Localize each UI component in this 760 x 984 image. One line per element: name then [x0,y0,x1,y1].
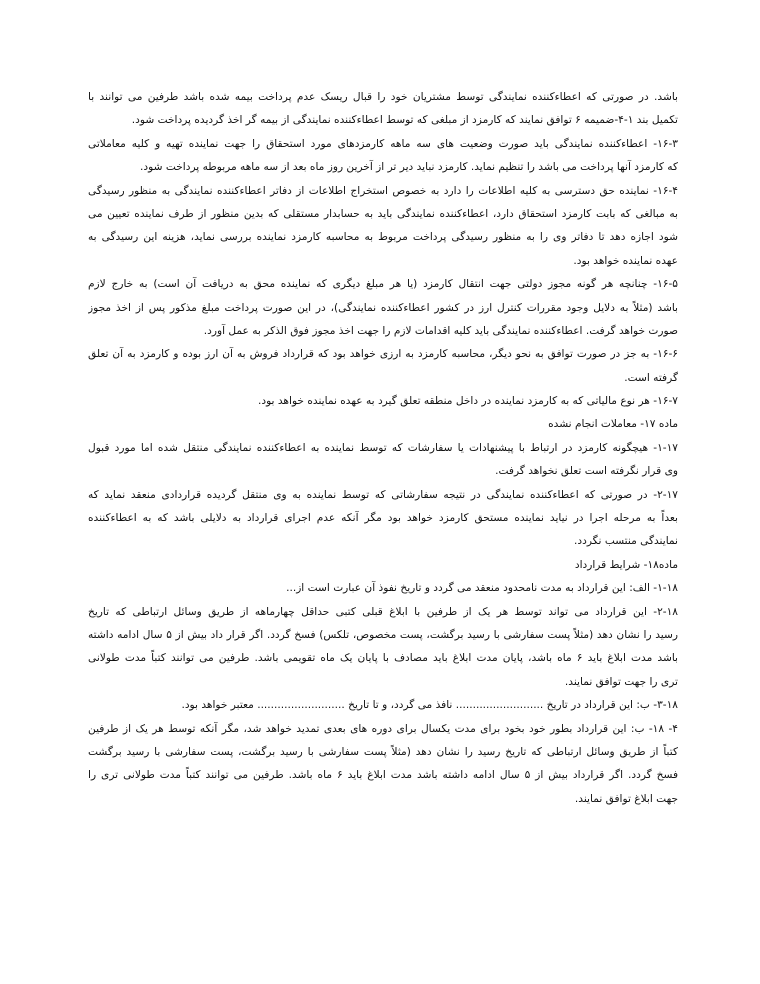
text-line: ۴- ۱۸- ب: این قرارداد بطور خود بخود برای مدت یکسال برای دوره های بعدی تمدید خواهد شد، مگر آنکه توسط هر یک از طرفین [88,722,678,735]
text-line: تری را جهت توافق نمایند. [564,675,678,688]
text-line: باشد مدت ابلاغ باید ۶ ماه باشد، پایان مدت ابلاغ باید مصادف با پایان یک ماه تقویمی باشد. طرفین می توانند کتباً مدت طولانی [88,652,678,665]
text-line: نمایندگی منتسب نگردد. [574,535,678,548]
text-line: کتباً از طریق وسائل ارتباطی که تاریخ رسید را نشان دهد (مثلاً پست سفارشی با رسید برگشت، پست سفارشی با رسید برگشت [88,745,678,758]
text-line: شود اجازه دهد تا دفاتر وی را به منظور رسیدگی پرداخت مربوط به محاسبه کارمزد نماینده بررسی نماید، هزینه این رسیدگی به [88,231,678,244]
text-line: عهده نماینده خواهد بود. [573,254,678,267]
text-line: گرفته است. [624,371,678,384]
text-line: صورت خواهد گرفت. اعطاءکننده نمایندگی باید کلیه اقدامات لازم را جهت اخذ مجوز فوق الذکر به عمل آورد. [203,324,678,337]
text-line: ۱۶-۳- اعطاءکننده نمایندگی باید صورت وضعیت های سه ماهه کارمزدهای مورد استحقاق را جهت نماینده تهیه و کلیه معاملاتی [88,137,678,150]
text-line: وی قرار نگرفته است تعلق نخواهد گرفت. [495,465,678,478]
text-line: ماده۱۸- شرایط قرارداد [574,558,678,571]
text-line: تکمیل بند ۱-۴-ضمیمه ۶ توافق نمایند که کارمزد از مبلغی که توسط اعطاءکننده نمایندگی از بیمه گر اخذ گردیده پرداخت شود. [131,114,678,127]
text-line: باشد. در صورتی که اعطاءکننده نمایندگی توسط مشتریان خود را قبال ریسک عدم پرداخت بیمه شده باشد طرفین می توانند با [88,91,678,103]
text-line: ماده ۱۷- معاملات انجام نشده [548,418,678,431]
text-line: جهت ابلاغ توافق نمایند. [574,792,678,805]
text-line: ۱۶-۵- چنانچه هر گونه مجوز دولتی جهت انتقال کارمزد (یا هر مبلغ دیگری که نماینده محق به دریافت آن است) به خارج لازم [88,278,678,291]
document-body [88,86,678,811]
text-line: که کارمزد آنها پرداخت می باشد را تنظیم نماید. کارمزد نباید دیر تر از آخرین روز ماه بعد از سه ماهه مربوطه پرداخت شود. [140,161,678,174]
text-line: ۱۶-۶- به جز در صورت توافق به نحو دیگر، محاسبه کارمزد به ارزی خواهد بود که قرارداد فروش به آن ارز بوده و کارمزد به آن تعلق [88,348,678,361]
text-line: به مبالغی که بابت کارمزد استحقاق دارد، اعطاءکننده نمایندگی باید به حسابدار مستقلی که بدین منظور از طرف نماینده تعیین می [88,207,678,220]
text-line: ۱-۱۷- هیچگونه کارمزد در ارتباط با پیشنهادات یا سفارشات که توسط نماینده به اعطاءکننده نمایندگی منتقل شده اما مورد قبول [88,441,678,454]
text-line: باشد (مثلاً به دلایل وجود مقررات کنترل ارز در کشور اعطاءکننده نمایندگی)، در این صورت پرداخت مبلغ مذکور پس از اخذ مجوز [88,301,678,314]
text-line: ۲-۱۷- در صورتی که اعطاءکننده نمایندگی در نتیجه سفارشاتی که توسط نماینده به وی منتقل گردیده قراردادی منعقد نماید که [88,488,678,501]
text-line: ۱-۱۸- الف: این قرارداد به مدت نامحدود منعقد می گردد و تاریخ نفوذ آن عبارت است از... [286,582,678,595]
text-line: فسخ گردد. اگر قرارداد بیش از ۵ سال ادامه داشته باشد مدت ابلاغ باید ۶ ماه باشد. طرفین می توانند کتباً مدت طولانی تری را [88,769,678,782]
text-line: رسید را نشان دهد (مثلاً پست سفارشی با رسید برگشت، پست مخصوص، تلکس) فسخ گردد. اگر قرار داد بیش از ۵ سال ادامه داشته [88,628,678,641]
text-line: ۱۶-۴- نماینده حق دسترسی به کلیه اطلاعات را دارد به خصوص استخراج اطلاعات از دفاتر اعطاءکننده نمایندگی به منظور رسیدگی [88,184,678,197]
text-line: ۳-۱۸- ب: این قرارداد در تاریخ .......................... نافذ می گردد، و تا تاریخ .......................... معتبر خواهد بود. [181,699,678,712]
text-line: ۱۶-۷- هر نوع مالیاتی که به کارمزد نماینده در داخل منطقه تعلق گیرد به عهده نماینده خواهد بود. [257,395,678,408]
text-line: ۲-۱۸- این قرارداد می تواند توسط هر یک از طرفین با ابلاغ قبلی کتبی حداقل چهارماهه از طریق وسائل ارتباطی که تاریخ [88,605,678,618]
text-line: بعداً به مرحله اجرا در نیاید نماینده مستحق کارمزد خواهد بود مگر آنکه عدم اجرای قرارداد به دلایلی باشد که به اعطاءکننده [88,512,678,525]
